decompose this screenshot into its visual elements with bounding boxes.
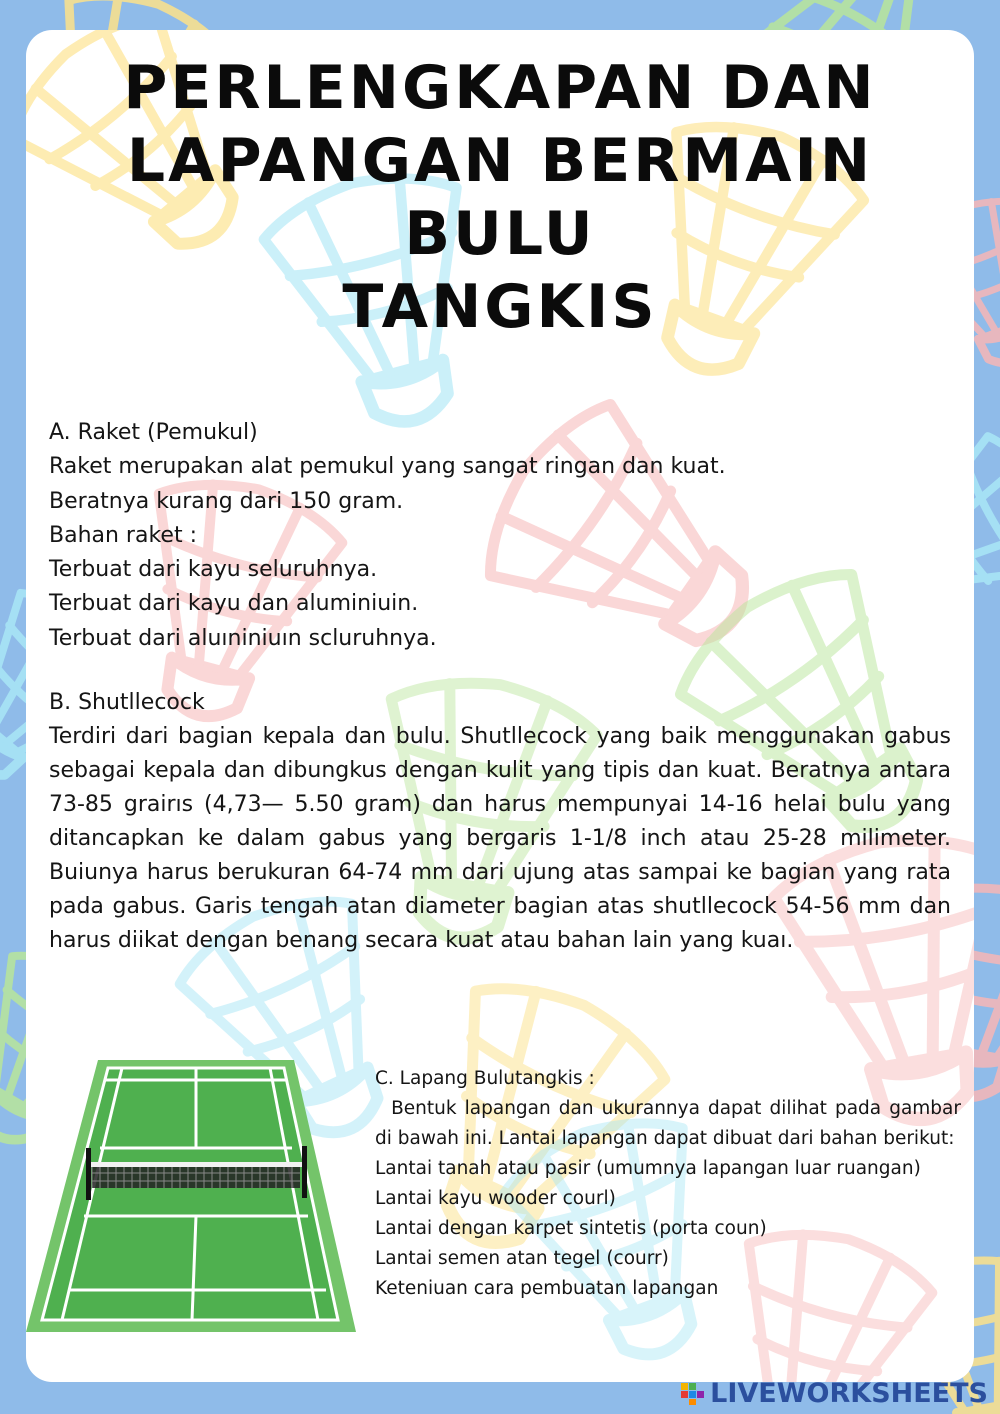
liveworksheets-watermark — [680, 1378, 988, 1408]
raket-line: Terbuat dari kayu seluruhnya. — [49, 557, 378, 583]
lantai-item: Keteniuan cara pembuatan lapangan — [375, 1278, 719, 1299]
section-heading: A. Raket (Pemukul) — [49, 420, 258, 445]
worksheet-page — [26, 30, 974, 1382]
raket-line: Beratnya kurang dari 150 gram. — [49, 488, 404, 514]
section-raket — [49, 416, 951, 656]
raket-line: Raket merupakan alat pemukul yang sangat ringan dan kuat. — [49, 454, 726, 480]
brand-name: LIVEWORKSHEETS — [710, 1377, 988, 1409]
section-heading: B. Shutllecock — [49, 690, 205, 715]
lantai-item: Lantai semen atan tegel (courr) — [375, 1248, 669, 1269]
title-line-3: TANGKIS — [342, 272, 658, 342]
lapangan-intro-text: Bentuk lapangan dan ukurannya dapat dilihat pada gambar di bawah ini. Lantai lapangan dapat dibuat dari bahan berikut: — [375, 1098, 961, 1149]
lantai-item: Lantai kayu wooder courl) — [375, 1188, 616, 1209]
lapangan-intro — [375, 1094, 961, 1154]
shuttlecock-paragraph: Terdiri dari bagian kepala dan bulu. Shutllecock yang baik menggunakan gabus sebagai kepala dan dibungkus dengan kulit yang tipis dan kuat. Beratnya antara 73-85 grairıs (4,73— 5.50 gram) dan harus mempunyai 14-16 helai bulu yang ditancapkan ke dalam gabus yang bergaris 1-1/8 inch atau 25-28 milimeter. Buiunya harus berukuran 64-74 mm dari ujung atas sampai ke bagian yang rata pada gabus. Garis tengah atan diameter bagian atas shutllecock 54-56 mm dan harus diikat dengan benang secara kuat atau bahan lain yang kuaı. — [49, 724, 951, 953]
raket-line: Terbuat dari aluıniniuın scluruhnya. — [49, 625, 437, 651]
badminton-court-illustration — [26, 1050, 366, 1340]
page-title — [26, 52, 974, 344]
lantai-item: Lantai dengan karpet sintetis (porta coun) — [375, 1218, 767, 1239]
raket-line: Bahan raket : — [49, 522, 197, 548]
title-line-2: LAPANGAN BERMAIN BULU — [126, 126, 874, 269]
section-lapangan — [375, 1064, 961, 1304]
section-heading: C. Lapang Bulutangkis : — [375, 1068, 595, 1089]
title-line-1: PERLENGKAPAN DAN — [123, 53, 877, 123]
raket-line: Terbuat dari kayu dan aluminiuin. — [49, 591, 419, 617]
lantai-item: Lantai tanah atau pasir (umumnya lapangan luar ruangan) — [375, 1158, 921, 1179]
liveworksheets-logo-icon — [680, 1380, 706, 1406]
section-shuttlecock — [49, 686, 951, 958]
